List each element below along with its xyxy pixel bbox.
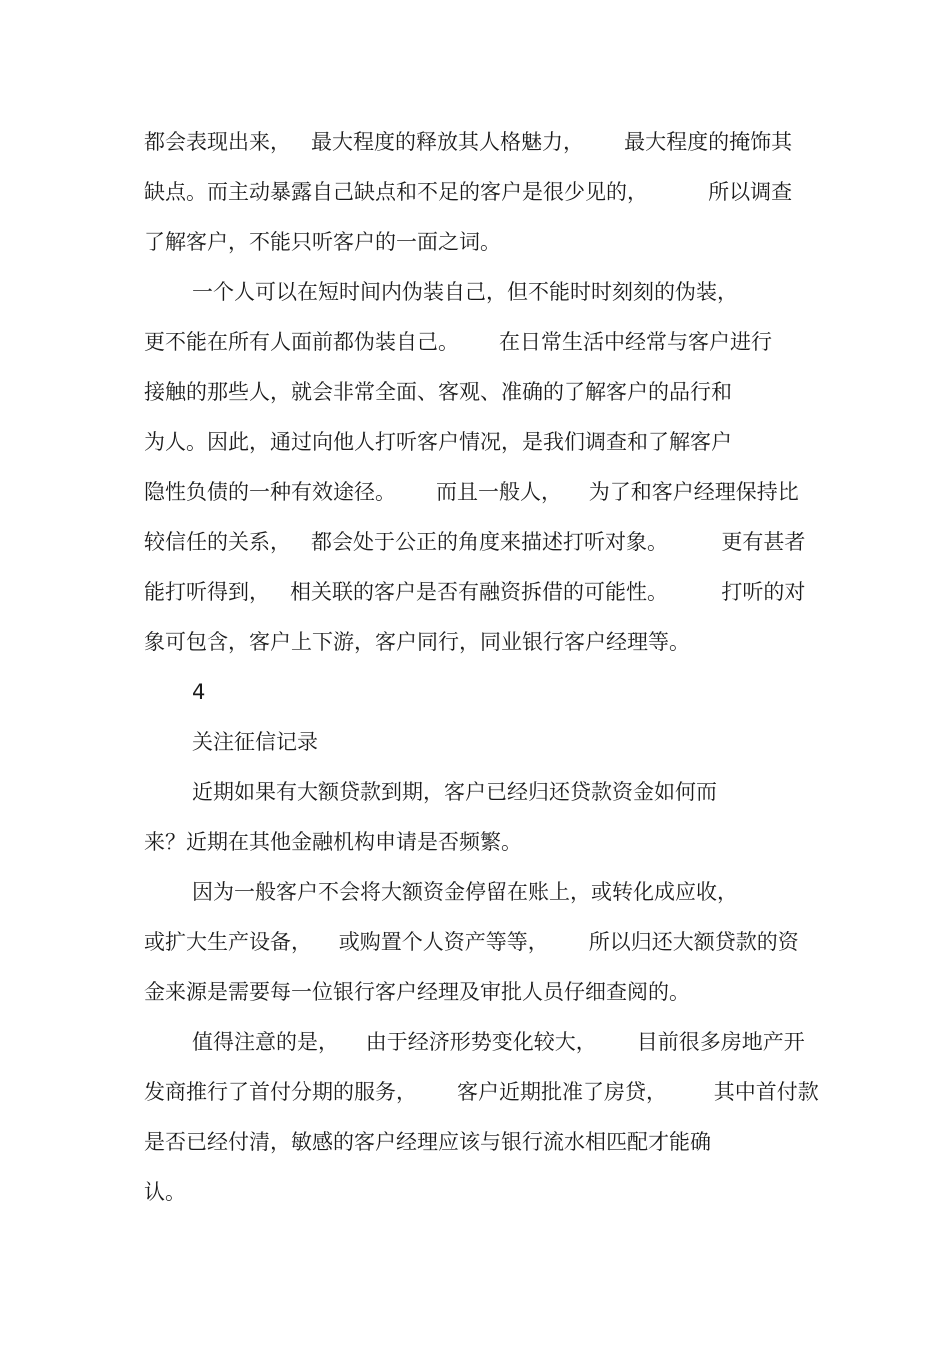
section-heading: 关注征信记录 (192, 730, 318, 754)
text-line: 较信任的关系， 都会处于公正的角度来描述打听对象。 更有甚者 (144, 530, 806, 554)
text-line: 都会表现出来， 最大程度的释放其人格魅力， 最大程度的掩饰其 (144, 130, 793, 154)
text-line: 认。 (144, 1180, 186, 1204)
paragraph-first-line: 一个人可以在短时间内伪装自己，但不能时时刻刻的伪装， (192, 280, 738, 304)
paragraph-first-line: 近期如果有大额贷款到期，客户已经归还贷款资金如何而 (192, 780, 717, 804)
text-line: 来？近期在其他金融机构申请是否频繁。 (144, 830, 522, 854)
text-line: 发商推行了首付分期的服务， 客户近期批准了房贷， 其中首付款 (144, 1080, 819, 1104)
section-number: 4 (192, 680, 206, 704)
text-line: 象可包含，客户上下游，客户同行，同业银行客户经理等。 (144, 630, 690, 654)
text-line: 为人。因此，通过向他人打听客户情况，是我们调查和了解客户 (144, 430, 732, 454)
text-line: 更不能在所有人面前都伪装自己。 在日常生活中经常与客户进行 (144, 330, 773, 354)
text-line: 或扩大生产设备， 或购置个人资产等等， 所以归还大额贷款的资 (144, 930, 799, 954)
text-line: 了解客户，不能只听客户的一面之词。 (144, 230, 501, 254)
text-line: 隐性负债的一种有效途径。 而且一般人， 为了和客户经理保持比 (144, 480, 799, 504)
text-line: 金来源是需要每一位银行客户经理及审批人员仔细查阅的。 (144, 980, 690, 1004)
text-line: 能打听得到， 相关联的客户是否有融资拆借的可能性。 打听的对 (144, 580, 806, 604)
text-line: 缺点。而主动暴露自己缺点和不足的客户是很少见的， 所以调查 (144, 180, 793, 204)
text-line: 是否已经付清，敏感的客户经理应该与银行流水相匹配才能确 (144, 1130, 711, 1154)
text-line: 接触的那些人，就会非常全面、客观、准确的了解客户的品行和 (144, 380, 732, 404)
paragraph-first-line: 因为一般客户不会将大额资金停留在账上，或转化成应收， (192, 880, 738, 904)
paragraph-first-line: 值得注意的是， 由于经济形势变化较大， 目前很多房地产开 (192, 1030, 805, 1054)
